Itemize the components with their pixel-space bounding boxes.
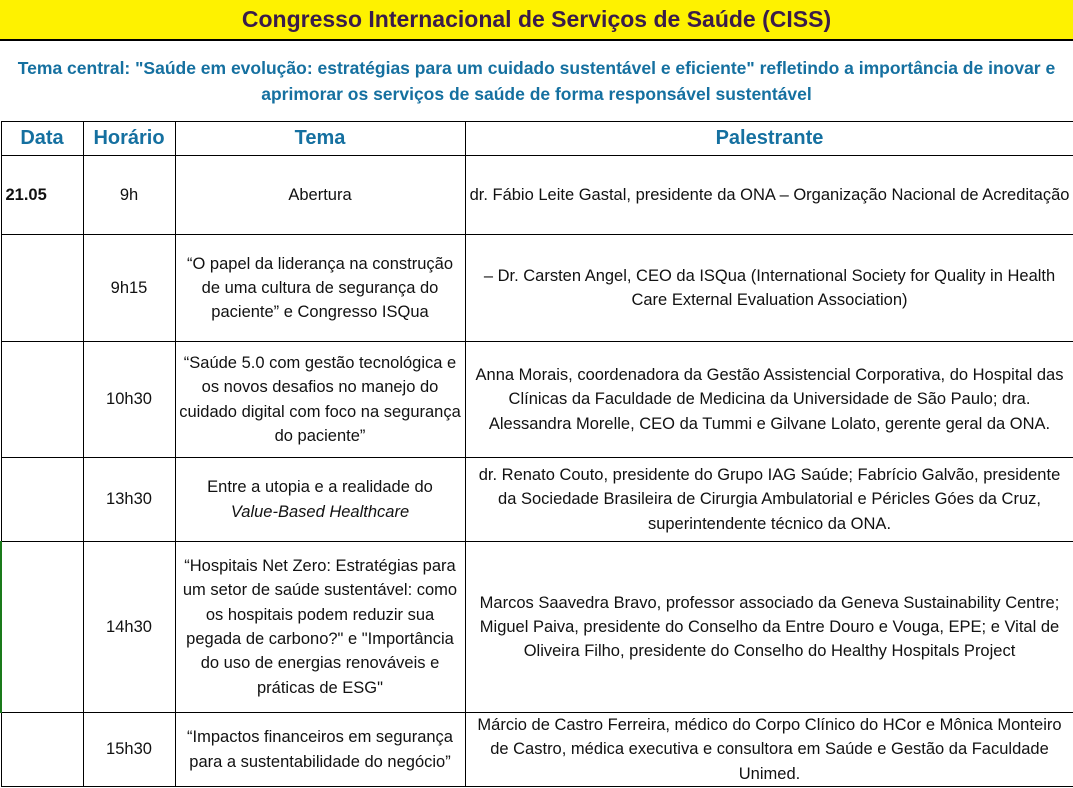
row-date bbox=[1, 458, 83, 542]
row-time: 10h30 bbox=[83, 342, 175, 458]
column-header-speaker: Palestrante bbox=[465, 122, 1073, 156]
row-date bbox=[1, 713, 83, 787]
row-date bbox=[1, 542, 83, 713]
table-row bbox=[1, 458, 1073, 542]
column-header-topic: Tema bbox=[175, 122, 465, 156]
column-header-date: Data bbox=[1, 122, 83, 156]
row-topic: “Saúde 5.0 com gestão tecnológica e os novos desafios no manejo do cuidado digital com foco na segurança do paciente” bbox=[175, 342, 465, 458]
row-speaker: dr. Fábio Leite Gastal, presidente da ONA – Organização Nacional de Acreditação bbox=[465, 156, 1073, 235]
row-topic bbox=[175, 458, 465, 542]
column-header-time: Horário bbox=[83, 122, 175, 156]
table-row bbox=[1, 713, 1073, 787]
row-speaker: Marcos Saavedra Bravo, professor associado da Geneva Sustainability Centre; Miguel Paiva, presidente do Conselho da Entre Douro e Vouga, EPE; e Vital de Oliveira Filho, presidente do Conselho do Healthy Hospitals Project bbox=[465, 542, 1073, 713]
table-row bbox=[1, 342, 1073, 458]
topic-text: Entre a utopia e a realidade do bbox=[207, 478, 433, 497]
row-time: 13h30 bbox=[83, 458, 175, 542]
row-speaker: Márcio de Castro Ferreira, médico do Corpo Clínico do HCor e Mônica Monteiro de Castro, médica executiva e consultora em Saúde e Gestão da Faculdade Unimed. bbox=[465, 713, 1073, 787]
table-row bbox=[1, 235, 1073, 342]
row-topic: “Hospitais Net Zero: Estratégias para um setor de saúde sustentável: como os hospitais podem reduzir sua pegada de carbono?" e "Importância do uso de energias renováveis e práticas de ESG" bbox=[175, 542, 465, 713]
row-date bbox=[1, 342, 83, 458]
schedule-table bbox=[0, 121, 1073, 787]
row-speaker: dr. Renato Couto, presidente do Grupo IAG Saúde; Fabrício Galvão, presidente da Sociedade Brasileira de Cirurgia Ambulatorial e Péricles Góes da Cruz, superintendente técnico da ONA. bbox=[465, 458, 1073, 542]
row-speaker: – Dr. Carsten Angel, CEO da ISQua (International Society for Quality in Health Care External Evaluation Association) bbox=[465, 235, 1073, 342]
row-date bbox=[1, 235, 83, 342]
page-title: Congresso Internacional de Serviços de Saúde (CISS) bbox=[0, 0, 1073, 41]
row-time: 9h bbox=[83, 156, 175, 235]
row-topic: Abertura bbox=[175, 156, 465, 235]
topic-italic-text: Value-Based Healthcare bbox=[230, 502, 410, 521]
row-topic: “Impactos financeiros em segurança para a sustentabilidade do negócio” bbox=[175, 713, 465, 787]
theme-statement: Tema central: "Saúde em evolução: estratégias para um cuidado sustentável e eficiente" refletindo a importância de inovar e aprimorar os serviços de saúde de forma responsável sustentável bbox=[17, 58, 1056, 104]
row-speaker: Anna Morais, coordenadora da Gestão Assistencial Corporativa, do Hospital das Clínicas da Faculdade de Medicina da Universidade de São Paulo; dra. Alessandra Morelle, CEO da Tummi e Gilvane Lolato, gerente geral da ONA. bbox=[465, 342, 1073, 458]
row-time: 14h30 bbox=[83, 542, 175, 713]
row-date: 21.05 bbox=[1, 156, 83, 235]
row-time: 15h30 bbox=[83, 713, 175, 787]
table-header-row bbox=[1, 122, 1073, 156]
table-row bbox=[1, 156, 1073, 235]
row-topic: “O papel da liderança na construção de uma cultura de segurança do paciente” e Congresso ISQua bbox=[175, 235, 465, 342]
row-time: 9h15 bbox=[83, 235, 175, 342]
table-row bbox=[1, 542, 1073, 713]
